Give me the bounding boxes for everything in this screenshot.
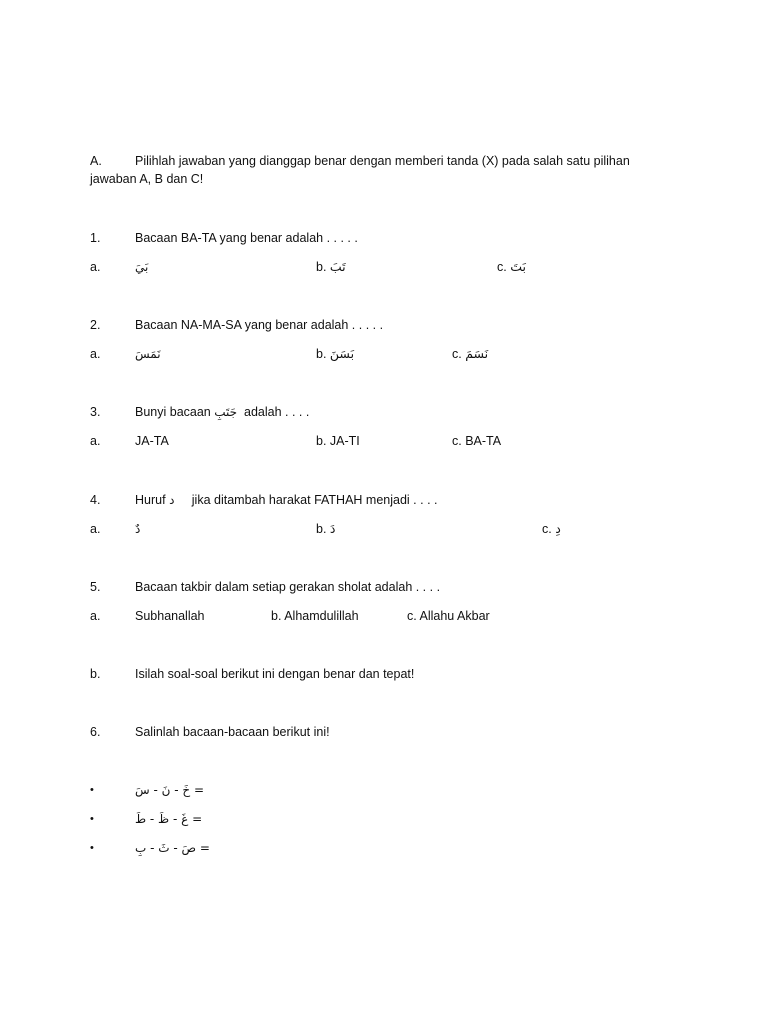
question-number: 6. bbox=[90, 725, 101, 739]
option-b[interactable]: b. تَبَ bbox=[316, 260, 346, 274]
option-a[interactable]: بَيَ bbox=[135, 260, 149, 274]
option-b[interactable]: b. JA-TI bbox=[316, 434, 360, 448]
bullet-text: صَ - ثَ - بِ = bbox=[135, 841, 210, 855]
question-number: 1. bbox=[90, 231, 101, 245]
section-a-label: A. bbox=[90, 154, 102, 168]
option-a-label[interactable]: a. bbox=[90, 609, 101, 623]
section-a-text: Pilihlah jawaban yang dianggap benar dengan memberi tanda (X) pada salah satu pilihan jawaban A, B dan C! bbox=[90, 154, 630, 186]
question-text-after: jika ditambah harakat FATHAH menjadi . . . . bbox=[191, 493, 438, 507]
option-a[interactable]: نَمَسَ bbox=[135, 347, 161, 361]
question-text bbox=[135, 404, 309, 420]
option-a-label[interactable]: a. bbox=[90, 522, 101, 536]
option-a-label[interactable]: a. bbox=[90, 260, 101, 274]
question-text: Bacaan BA-TA yang benar adalah . . . . . bbox=[135, 231, 358, 245]
section-b-instruction: Isilah soal-soal berikut ini dengan benar dan tepat! bbox=[135, 667, 415, 681]
option-c[interactable]: c. بَتَ bbox=[497, 260, 526, 274]
option-c[interactable]: c. دِ bbox=[542, 522, 561, 536]
question-text bbox=[135, 492, 437, 508]
section-a-instruction bbox=[90, 152, 650, 188]
question-text-before: Huruf bbox=[135, 493, 166, 507]
question-text-after: adalah . . . . bbox=[244, 405, 310, 419]
question-text: Bacaan NA-MA-SA yang benar adalah . . . . . bbox=[135, 318, 384, 332]
option-c[interactable]: c. نَسَمَ bbox=[452, 347, 489, 361]
bullet-icon: • bbox=[90, 784, 94, 796]
question-text: Bacaan takbir dalam setiap gerakan sholat adalah . . . . bbox=[135, 580, 441, 594]
option-b[interactable]: b. دَ bbox=[316, 522, 336, 536]
question-text: Salinlah bacaan-bacaan berikut ini! bbox=[135, 725, 330, 739]
option-c[interactable]: c. Allahu Akbar bbox=[407, 609, 490, 623]
question-text-before: Bunyi bacaan bbox=[135, 405, 211, 419]
question-number: 2. bbox=[90, 318, 101, 332]
section-b-label: b. bbox=[90, 667, 101, 681]
option-a[interactable]: دٌ bbox=[135, 522, 141, 536]
option-b[interactable]: b. Alhamdulillah bbox=[271, 609, 359, 623]
option-a[interactable]: Subhanallah bbox=[135, 609, 205, 623]
question-number: 5. bbox=[90, 580, 101, 594]
bullet-icon: • bbox=[90, 842, 94, 854]
question-arabic-word: جَتَبِ bbox=[214, 405, 238, 419]
bullet-text: خَ - نَ - سَ = bbox=[135, 783, 204, 797]
question-number: 4. bbox=[90, 493, 101, 507]
option-c[interactable]: c. BA-TA bbox=[452, 434, 502, 448]
question-arabic-letter: د bbox=[169, 493, 175, 507]
bullet-text: غَ - ظَ - طَ = bbox=[135, 812, 203, 826]
option-a-label[interactable]: a. bbox=[90, 347, 101, 361]
question-number: 3. bbox=[90, 405, 101, 419]
option-a[interactable]: JA-TA bbox=[135, 434, 169, 448]
option-a-label[interactable]: a. bbox=[90, 434, 101, 448]
option-b[interactable]: b. بَسَنَ bbox=[316, 347, 355, 361]
bullet-icon: • bbox=[90, 813, 94, 825]
